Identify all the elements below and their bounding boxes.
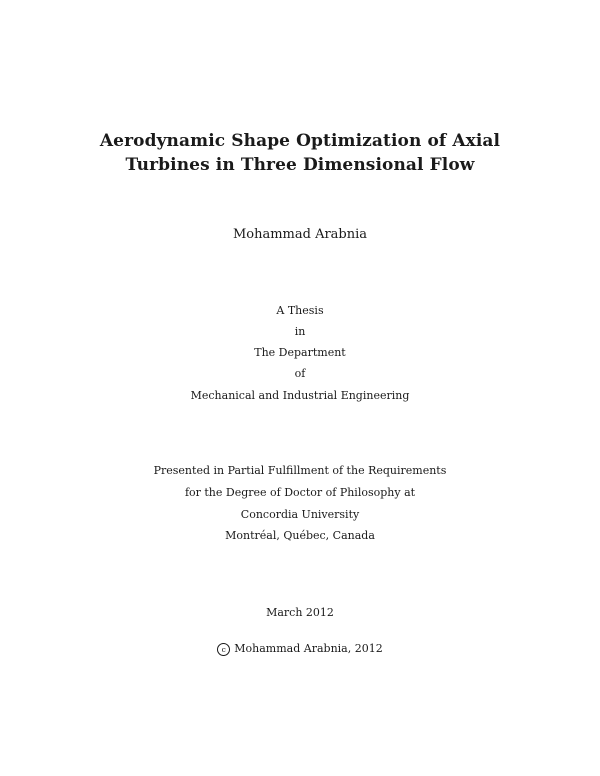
presentation-line-2: for the Degree of Doctor of Philosophy at: [184, 486, 416, 499]
presentation-line-1: Presented in Partial Fulfillment of the Requirements: [153, 464, 447, 477]
title-line-2: Turbines in Three Dimensional Flow: [125, 155, 475, 175]
title-line-1: Aerodynamic Shape Optimization of Axial: [99, 131, 501, 151]
copyright-icon: c: [217, 643, 230, 656]
thesis-label: A Thesis: [276, 304, 324, 317]
university-location: Montréal, Québec, Canada: [225, 529, 375, 542]
department-name: Mechanical and Industrial Engineering: [190, 389, 410, 402]
submission-date: March 2012: [266, 606, 334, 619]
university-name: Concordia University: [240, 508, 360, 521]
copyright-text: Mohammad Arabnia, 2012: [234, 642, 383, 655]
copyright-notice: [0, 642, 600, 656]
thesis-in: in: [294, 325, 306, 338]
thesis-of: of: [294, 367, 306, 380]
thesis-department-label: The Department: [254, 346, 346, 359]
author-name: Mohammad Arabnia: [232, 227, 368, 242]
